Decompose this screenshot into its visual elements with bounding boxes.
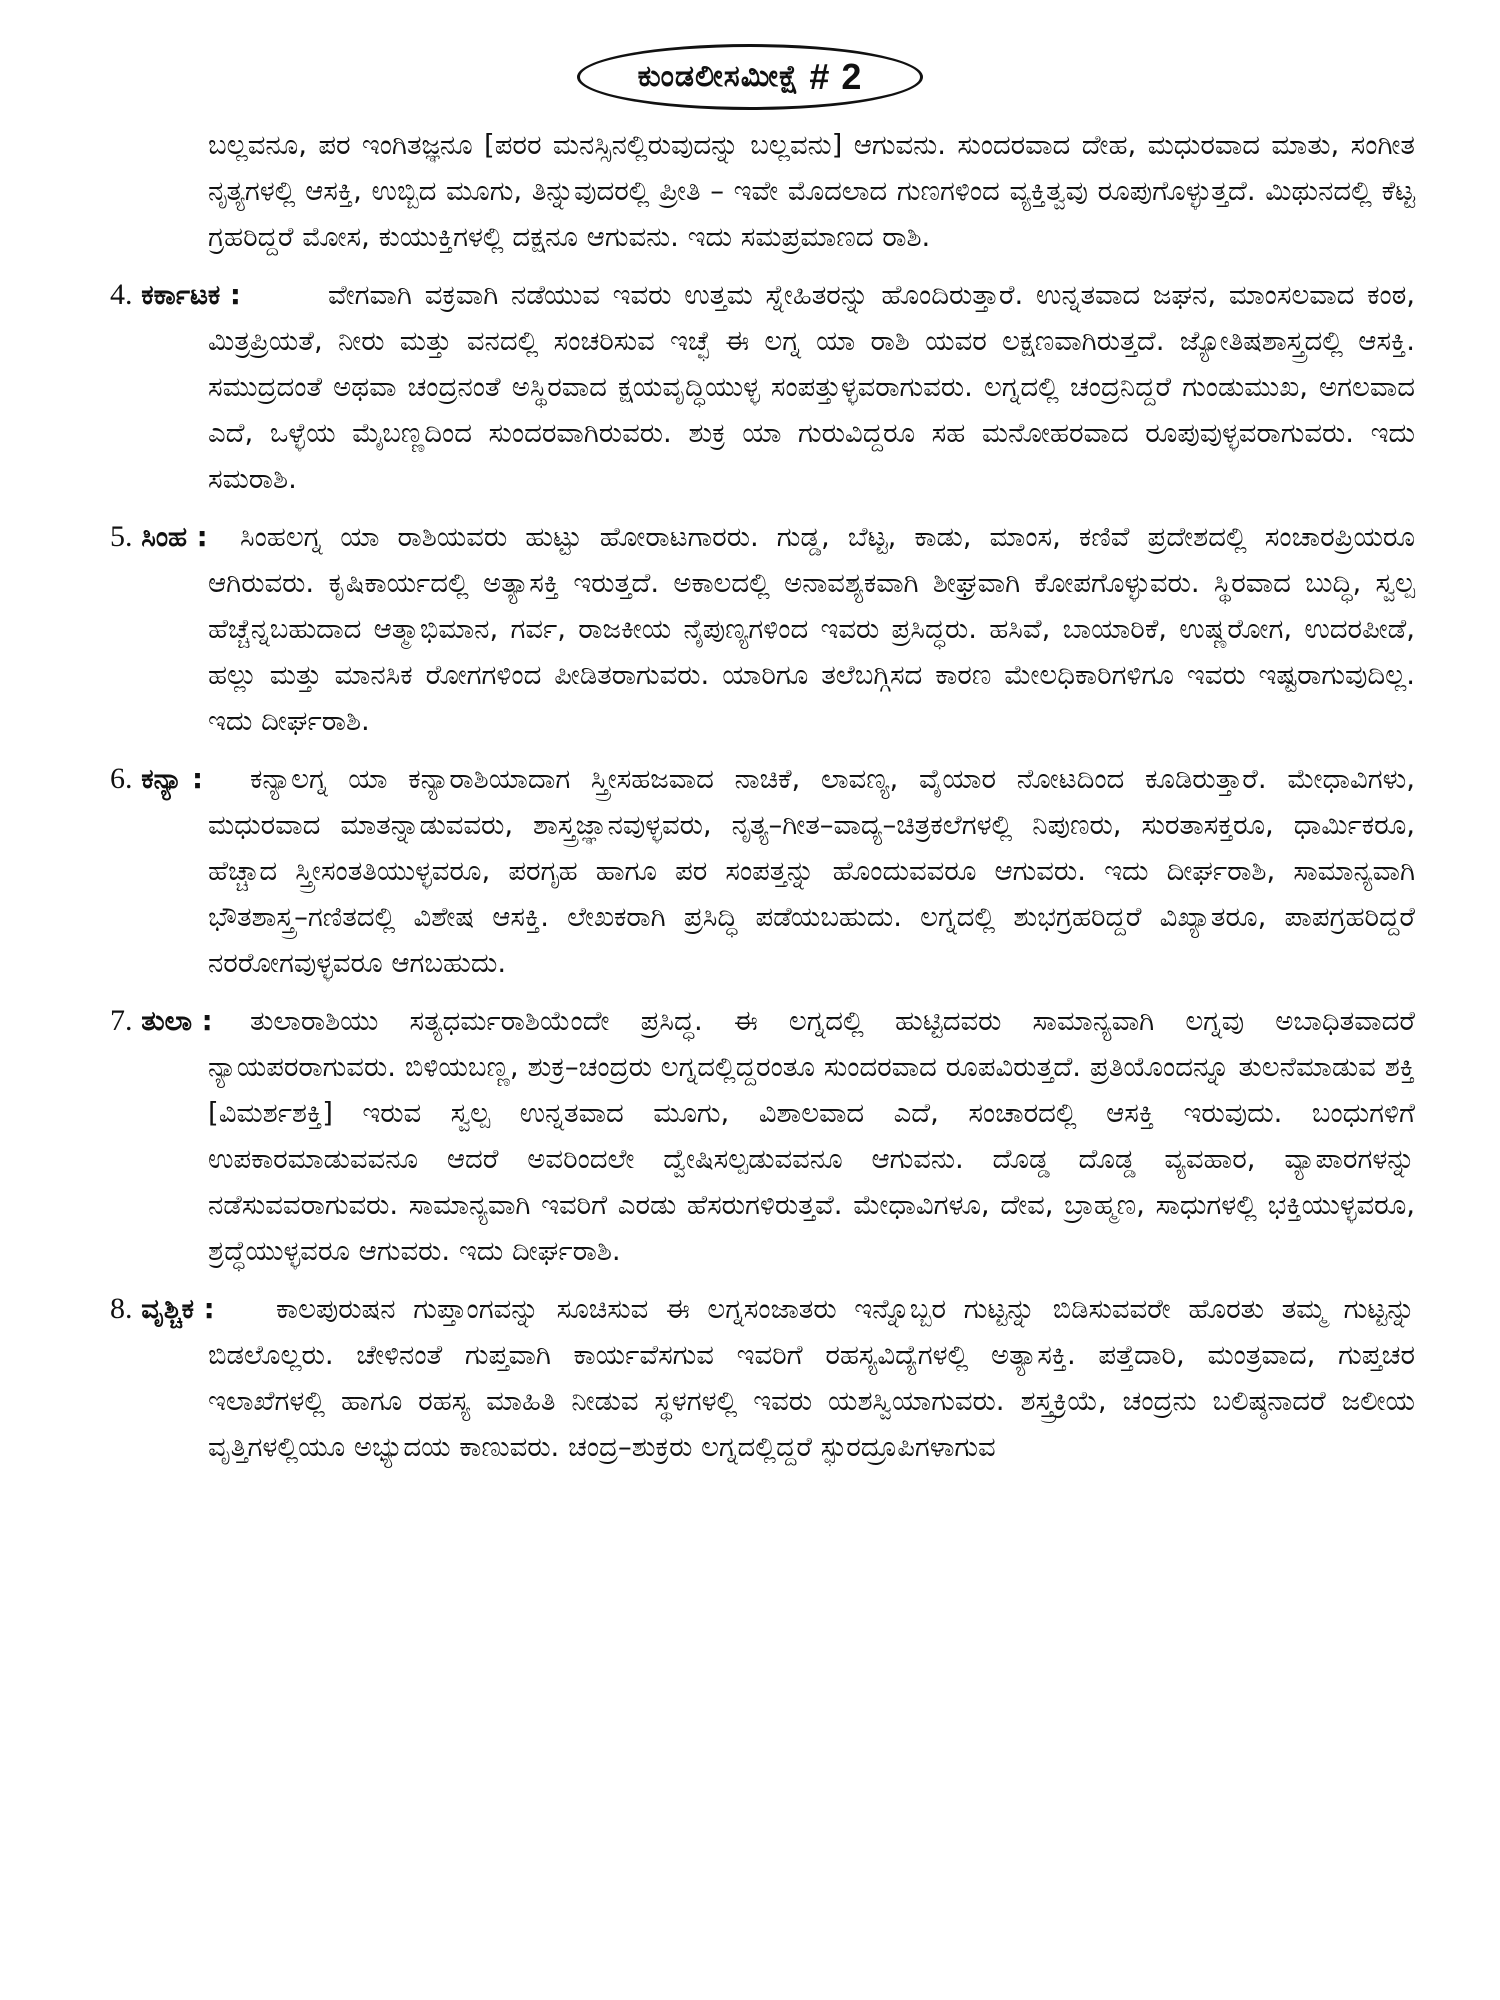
- item-term: ಸಿಂಹ :: [141, 521, 208, 553]
- item-term: ಕರ್ಕಾಟಕ :: [141, 279, 241, 311]
- item-heading: [110, 756, 203, 802]
- item-number: 8.: [110, 1292, 133, 1325]
- item-number: 5.: [110, 520, 133, 553]
- item-number: 6.: [110, 762, 133, 795]
- item-heading: [110, 998, 213, 1044]
- item-karkataka: [110, 272, 1415, 502]
- item-text: [208, 272, 1415, 502]
- item-term: ತುಲಾ :: [141, 1005, 213, 1037]
- item-body: ಕನ್ಯಾಲಗ್ನ ಯಾ ಕನ್ಯಾರಾಶಿಯಾದಾಗ ಸ್ತ್ರೀಸಹಜವಾದ ನಾಚಿಕೆ, ಲಾವಣ್ಯ, ವೈಯಾರ ನೋಟದಿಂದ ಕೂಡಿರುತ್ತಾರೆ. ಮೇಧಾವಿಗಳು, ಮಧುರವಾದ ಮಾತನ್ನಾಡುವವರು, ಶಾಸ್ತ್ರಜ್ಞಾನವುಳ್ಳವರು, ನೃತ್ಯ–ಗೀತ–ವಾದ್ಯ–ಚಿತ್ರಕಲೆಗಳಲ್ಲಿ ನಿಪುಣರು, ಸುರತಾಸಕ್ತರೂ, ಧಾರ್ಮಿಕರೂ, ಹೆಚ್ಚಾದ ಸ್ತ್ರೀಸಂತತಿಯುಳ್ಳವರೂ, ಪರಗೃಹ ಹಾಗೂ ಪರ ಸಂಪತ್ತನ್ನು ಹೊಂದುವವರೂ ಆಗುವರು. ಇದು ದೀರ್ಘರಾಶಿ, ಸಾಮಾನ್ಯವಾಗಿ ಭೌತಶಾಸ್ತ್ರ–ಗಣಿತದಲ್ಲಿ ವಿಶೇಷ ಆಸಕ್ತಿ. ಲೇಖಕರಾಗಿ ಪ್ರಸಿದ್ಧಿ ಪಡೆಯಬಹುದು. ಲಗ್ನದಲ್ಲಿ ಶುಭಗ್ರಹರಿದ್ದರೆ ವಿಖ್ಯಾತರೂ, ಪಾಪಗ್ರಹರಿದ್ದರೆ ನರರೋಗವುಳ್ಳವರೂ ಆಗಬಹುದು.: [208, 763, 1415, 979]
- header-oval-title: [577, 44, 924, 110]
- item-text: [208, 514, 1415, 744]
- item-term: ಕನ್ಯಾ :: [141, 763, 203, 795]
- item-text: [208, 998, 1415, 1274]
- intro-paragraph: ಬಲ್ಲವನೂ, ಪರ ಇಂಗಿತಜ್ಞನೂ [ಪರರ ಮನಸ್ಸಿನಲ್ಲಿರುವುದನ್ನು ಬಲ್ಲವನು] ಆಗುವನು. ಸುಂದರವಾದ ದೇಹ, ಮಧುರವಾದ ಮಾತು, ಸಂಗೀತ ನೃತ್ಯಗಳಲ್ಲಿ ಆಸಕ್ತಿ, ಉಬ್ಬಿದ ಮೂಗು, ತಿನ್ನುವುದರಲ್ಲಿ ಪ್ರೀತಿ – ಇವೇ ಮೊದಲಾದ ಗುಣಗಳಿಂದ ವ್ಯಕ್ತಿತ್ವವು ರೂಪುಗೊಳ್ಳುತ್ತದೆ. ಮಿಥುನದಲ್ಲಿ ಕೆಟ್ಟ ಗ್ರಹರಿದ್ದರೆ ಮೋಸ, ಕುಯುಕ್ತಿಗಳಲ್ಲಿ ದಕ್ಷನೂ ಆಗುವನು. ಇದು ಸಮಪ್ರಮಾಣದ ರಾಶಿ.: [208, 129, 1415, 253]
- item-heading: [110, 272, 241, 318]
- item-body: ವೇಗವಾಗಿ ವಕ್ರವಾಗಿ ನಡೆಯುವ ಇವರು ಉತ್ತಮ ಸ್ನೇಹಿತರನ್ನು ಹೊಂದಿರುತ್ತಾರೆ. ಉನ್ನತವಾದ ಜಘನ, ಮಾಂಸಲವಾದ ಕಂಠ, ಮಿತ್ರಪ್ರಿಯತೆ, ನೀರು ಮತ್ತು ವನದಲ್ಲಿ ಸಂಚರಿಸುವ ಇಚ್ಛೆ ಈ ಲಗ್ನ ಯಾ ರಾಶಿ ಯವರ ಲಕ್ಷಣವಾಗಿರುತ್ತದೆ. ಜ್ಯೋತಿಷಶಾಸ್ತ್ರದಲ್ಲಿ ಆಸಕ್ತಿ. ಸಮುದ್ರದಂತೆ ಅಥವಾ ಚಂದ್ರನಂತೆ ಅಸ್ಥಿರವಾದ ಕ್ಷಯವೃದ್ಧಿಯುಳ್ಳ ಸಂಪತ್ತುಳ್ಳವರಾಗುವರು. ಲಗ್ನದಲ್ಲಿ ಚಂದ್ರನಿದ್ದರೆ ಗುಂಡುಮುಖ, ಅಗಲವಾದ ಎದೆ, ಒಳ್ಳೆಯ ಮೈಬಣ್ಣದಿಂದ ಸುಂದರವಾಗಿರುವರು. ಶುಕ್ರ ಯಾ ಗುರುವಿದ್ದರೂ ಸಹ ಮನೋಹರವಾದ ರೂಪುವುಳ್ಳವರಾಗುವರು. ಇದು ಸಮರಾಶಿ.: [208, 279, 1415, 495]
- item-number: 4.: [110, 278, 133, 311]
- item-tula: [110, 998, 1415, 1274]
- item-kanya: [110, 756, 1415, 986]
- item-vrishchika: [110, 1286, 1415, 1470]
- item-heading: [110, 514, 208, 560]
- item-term: ವೃಶ್ಚಿಕ :: [141, 1293, 215, 1325]
- page-header: [0, 44, 1500, 110]
- header-title: ಕುಂಡಲೀಸಮೀಕ್ಷೆ: [637, 59, 800, 94]
- item-body: ಸಿಂಹಲಗ್ನ ಯಾ ರಾಶಿಯವರು ಹುಟ್ಟು ಹೋರಾಟಗಾರರು. ಗುಡ್ಡ, ಬೆಟ್ಟ, ಕಾಡು, ಮಾಂಸ, ಕಣಿವೆ ಪ್ರದೇಶದಲ್ಲಿ ಸಂಚಾರಪ್ರಿಯರೂ ಆಗಿರುವರು. ಕೃಷಿಕಾರ್ಯದಲ್ಲಿ ಅತ್ಯಾಸಕ್ತಿ ಇರುತ್ತದೆ. ಅಕಾಲದಲ್ಲಿ ಅನಾವಶ್ಯಕವಾಗಿ ಶೀಘ್ರವಾಗಿ ಕೋಪಗೊಳ್ಳುವರು. ಸ್ಥಿರವಾದ ಬುದ್ಧಿ, ಸ್ವಲ್ಪ ಹೆಚ್ಚೆನ್ನಬಹುದಾದ ಆತ್ಮಾಭಿಮಾನ, ಗರ್ವ, ರಾಜಕೀಯ ನೈಪುಣ್ಯಗಳಿಂದ ಇವರು ಪ್ರಸಿದ್ಧರು. ಹಸಿವೆ, ಬಾಯಾರಿಕೆ, ಉಷ್ಣರೋಗ, ಉದರಪೀಡೆ, ಹಲ್ಲು ಮತ್ತು ಮಾನಸಿಕ ರೋಗಗಳಿಂದ ಪೀಡಿತರಾಗುವರು. ಯಾರಿಗೂ ತಲೆಬಗ್ಗಿಸದ ಕಾರಣ ಮೇಲಧಿಕಾರಿಗಳಿಗೂ ಇವರು ಇಷ್ಟರಾಗುವುದಿಲ್ಲ. ಇದು ದೀರ್ಘರಾಶಿ.: [208, 521, 1415, 737]
- item-number: 7.: [110, 1004, 133, 1037]
- item-heading: [110, 1286, 215, 1332]
- header-number: # 2: [809, 56, 863, 97]
- item-body: ಕಾಲಪುರುಷನ ಗುಪ್ತಾಂಗವನ್ನು ಸೂಚಿಸುವ ಈ ಲಗ್ನಸಂಜಾತರು ಇನ್ನೊಬ್ಬರ ಗುಟ್ಟನ್ನು ಬಿಡಿಸುವವರೇ ಹೊರತು ತಮ್ಮ ಗುಟ್ಟನ್ನು ಬಿಡಲೊಲ್ಲರು. ಚೇಳಿನಂತೆ ಗುಪ್ತವಾಗಿ ಕಾರ್ಯವೆಸಗುವ ಇವರಿಗೆ ರಹಸ್ಯವಿದ್ಯೆಗಳಲ್ಲಿ ಅತ್ಯಾಸಕ್ತಿ. ಪತ್ತೆದಾರಿ, ಮಂತ್ರವಾದ, ಗುಪ್ತಚರ ಇಲಾಖೆಗಳಲ್ಲಿ ಹಾಗೂ ರಹಸ್ಯ ಮಾಹಿತಿ ನೀಡುವ ಸ್ಥಳಗಳಲ್ಲಿ ಇವರು ಯಶಸ್ವಿಯಾಗುವರು. ಶಸ್ತ್ರಕ್ರಿಯೆ, ಚಂದ್ರನು ಬಲಿಷ್ಠನಾದರೆ ಜಲೀಯ ವೃತ್ತಿಗಳಲ್ಲಿಯೂ ಅಭ್ಯುದಯ ಕಾಣುವರು. ಚಂದ್ರ–ಶುಕ್ರರು ಲಗ್ನದಲ್ಲಿದ್ದರೆ ಸ್ಫುರದ್ರೂಪಿಗಳಾಗುವ: [208, 1293, 1415, 1463]
- document-body: [110, 122, 1415, 1482]
- item-text: [208, 1286, 1415, 1470]
- item-text: [208, 756, 1415, 986]
- item-simha: [110, 514, 1415, 744]
- item-body: ತುಲಾರಾಶಿಯು ಸತ್ಯಧರ್ಮರಾಶಿಯೆಂದೇ ಪ್ರಸಿದ್ಧ. ಈ ಲಗ್ನದಲ್ಲಿ ಹುಟ್ಟಿದವರು ಸಾಮಾನ್ಯವಾಗಿ ಲಗ್ನವು ಅಬಾಧಿತವಾದರೆ ನ್ಯಾಯಪರರಾಗುವರು. ಬಿಳಿಯಬಣ್ಣ, ಶುಕ್ರ–ಚಂದ್ರರು ಲಗ್ನದಲ್ಲಿದ್ದರಂತೂ ಸುಂದರವಾದ ರೂಪವಿರುತ್ತದೆ. ಪ್ರತಿಯೊಂದನ್ನೂ ತುಲನೆಮಾಡುವ ಶಕ್ತಿ [ವಿಮರ್ಶಶಕ್ತಿ] ಇರುವ ಸ್ವಲ್ಪ ಉನ್ನತವಾದ ಮೂಗು, ವಿಶಾಲವಾದ ಎದೆ, ಸಂಚಾರದಲ್ಲಿ ಆಸಕ್ತಿ ಇರುವುದು. ಬಂಧುಗಳಿಗೆ ಉಪಕಾರಮಾಡುವವನೂ ಆದರೆ ಅವರಿಂದಲೇ ದ್ವೇಷಿಸಲ್ಪಡುವವನೂ ಆಗುವನು. ದೊಡ್ಡ ದೊಡ್ಡ ವ್ಯವಹಾರ, ವ್ಯಾಪಾರಗಳನ್ನು ನಡೆಸುವವರಾಗುವರು. ಸಾಮಾನ್ಯವಾಗಿ ಇವರಿಗೆ ಎರಡು ಹೆಸರುಗಳಿರುತ್ತವೆ. ಮೇಧಾವಿಗಳೂ, ದೇವ, ಬ್ರಾಹ್ಮಣ, ಸಾಧುಗಳಲ್ಲಿ ಭಕ್ತಿಯುಳ್ಳವರೂ, ಶ್ರದ್ಧೆಯುಳ್ಳವರೂ ಆಗುವರು. ಇದು ದೀರ್ಘರಾಶಿ.: [208, 1005, 1415, 1267]
